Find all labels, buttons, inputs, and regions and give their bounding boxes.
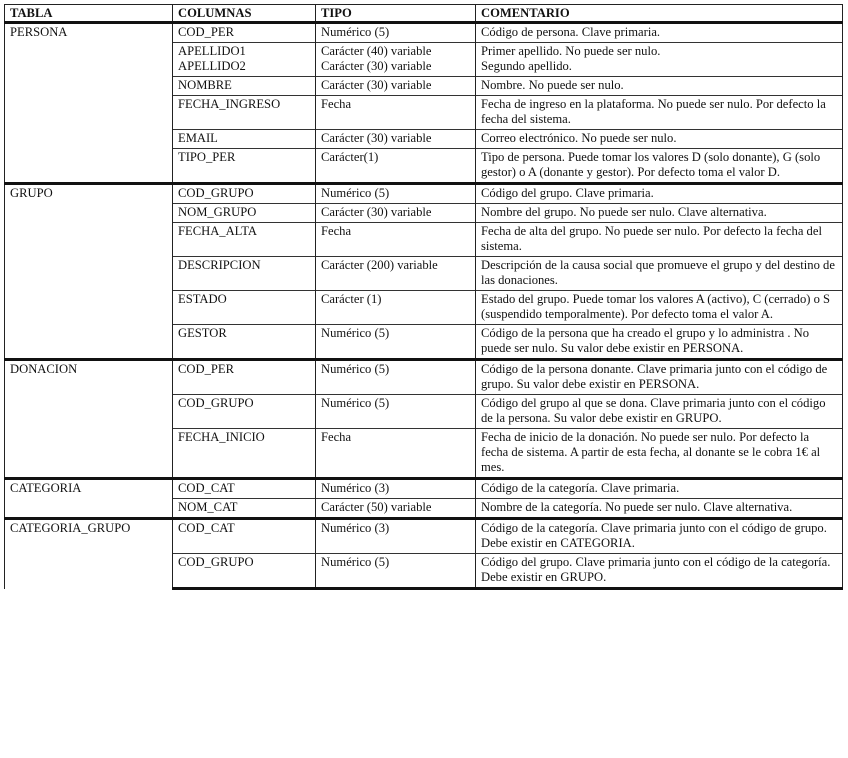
column-comment-cell: Código de la persona donante. Clave primaria junto con el código de grupo. Su valor debe existir en PERSONA. bbox=[476, 360, 843, 395]
column-name-cell: COD_GRUPO bbox=[173, 554, 316, 589]
column-type-cell: Fecha bbox=[316, 429, 476, 479]
column-comment-cell: Descripción de la causa social que promueve el grupo y del destino de las donaciones. bbox=[476, 257, 843, 291]
column-name-cell: TIPO_PER bbox=[173, 149, 316, 184]
column-comment-cell: Correo electrónico. No puede ser nulo. bbox=[476, 130, 843, 149]
header-columnas: COLUMNAS bbox=[173, 5, 316, 23]
column-name-cell: COD_GRUPO bbox=[173, 395, 316, 429]
table-name-cell: CATEGORIA bbox=[5, 479, 173, 519]
header-comentario: COMENTARIO bbox=[476, 5, 843, 23]
column-name-cell: ESTADO bbox=[173, 291, 316, 325]
column-name-cell: FECHA_ALTA bbox=[173, 223, 316, 257]
column-comment-cell: Código del grupo. Clave primaria junto con el código de la categoría. Debe existir en GRUPO. bbox=[476, 554, 843, 589]
column-comment-cell: Fecha de inicio de la donación. No puede ser nulo. Por defecto la fecha de sistema. A partir de esta fecha, al donante se le cobra 1€ al mes. bbox=[476, 429, 843, 479]
column-name-cell: COD_PER bbox=[173, 360, 316, 395]
column-name-cell: COD_GRUPO bbox=[173, 184, 316, 204]
column-comment-cell: Código del grupo. Clave primaria. bbox=[476, 184, 843, 204]
column-type-cell: Numérico (5) bbox=[316, 325, 476, 360]
column-type-cell: Numérico (5) bbox=[316, 23, 476, 43]
table-header bbox=[5, 5, 843, 23]
header-tipo: TIPO bbox=[316, 5, 476, 23]
column-name-cell: NOM_CAT bbox=[173, 499, 316, 519]
column-type-cell: Carácter(1) bbox=[316, 149, 476, 184]
column-type-cell: Numérico (5) bbox=[316, 395, 476, 429]
column-name-cell: FECHA_INICIO bbox=[173, 429, 316, 479]
column-comment-cell: Fecha de ingreso en la plataforma. No puede ser nulo. Por defecto la fecha del sistema. bbox=[476, 96, 843, 130]
table-name-cell: GRUPO bbox=[5, 184, 173, 360]
column-name-cell: DESCRIPCION bbox=[173, 257, 316, 291]
column-comment-cell: Código del grupo al que se dona. Clave primaria junto con el código de la persona. Su valor debe existir en GRUPO. bbox=[476, 395, 843, 429]
table-row bbox=[5, 479, 843, 499]
column-type-cell: Fecha bbox=[316, 96, 476, 130]
column-comment-cell: Nombre de la categoría. No puede ser nulo. Clave alternativa. bbox=[476, 499, 843, 519]
table-row bbox=[5, 23, 843, 43]
column-name-cell: GESTOR bbox=[173, 325, 316, 360]
column-comment-cell: Primer apellido. No puede ser nulo. Segundo apellido. bbox=[476, 43, 843, 77]
column-comment-cell: Nombre. No puede ser nulo. bbox=[476, 77, 843, 96]
column-type-cell: Carácter (40) variable Carácter (30) variable bbox=[316, 43, 476, 77]
column-name-cell: COD_CAT bbox=[173, 479, 316, 499]
column-name-cell: APELLIDO1 APELLIDO2 bbox=[173, 43, 316, 77]
column-type-cell: Carácter (30) variable bbox=[316, 130, 476, 149]
table-body bbox=[5, 23, 843, 589]
column-type-cell: Carácter (1) bbox=[316, 291, 476, 325]
column-name-cell: COD_PER bbox=[173, 23, 316, 43]
column-type-cell: Numérico (5) bbox=[316, 184, 476, 204]
column-comment-cell: Tipo de persona. Puede tomar los valores D (solo donante), G (solo gestor) o A (donante y gestor). Por defecto toma el valor D. bbox=[476, 149, 843, 184]
column-name-cell: FECHA_INGRESO bbox=[173, 96, 316, 130]
column-type-cell: Numérico (3) bbox=[316, 519, 476, 554]
schema-document bbox=[4, 4, 842, 590]
column-comment-cell: Fecha de alta del grupo. No puede ser nulo. Por defecto la fecha del sistema. bbox=[476, 223, 843, 257]
table-row bbox=[5, 184, 843, 204]
column-name-cell: NOM_GRUPO bbox=[173, 204, 316, 223]
column-comment-cell: Nombre del grupo. No puede ser nulo. Clave alternativa. bbox=[476, 204, 843, 223]
column-name-cell: COD_CAT bbox=[173, 519, 316, 554]
column-comment-cell: Código de la categoría. Clave primaria. bbox=[476, 479, 843, 499]
column-type-cell: Carácter (50) variable bbox=[316, 499, 476, 519]
table-row bbox=[5, 360, 843, 395]
table-row bbox=[5, 519, 843, 554]
column-type-cell: Numérico (3) bbox=[316, 479, 476, 499]
column-type-cell: Numérico (5) bbox=[316, 554, 476, 589]
column-name-cell: EMAIL bbox=[173, 130, 316, 149]
header-row bbox=[5, 5, 843, 23]
table-name-cell: CATEGORIA_GRUPO bbox=[5, 519, 173, 589]
table-name-cell: DONACION bbox=[5, 360, 173, 479]
column-type-cell: Numérico (5) bbox=[316, 360, 476, 395]
column-type-cell: Carácter (30) variable bbox=[316, 77, 476, 96]
column-comment-cell: Código de la persona que ha creado el grupo y lo administra . No puede ser nulo. Su valor debe existir en PERSONA. bbox=[476, 325, 843, 360]
schema-table bbox=[4, 4, 843, 590]
column-comment-cell: Código de la categoría. Clave primaria junto con el código de grupo. Debe existir en CATEGORIA. bbox=[476, 519, 843, 554]
column-comment-cell: Estado del grupo. Puede tomar los valores A (activo), C (cerrado) o S (suspendido temporalmente). Por defecto toma el valor A. bbox=[476, 291, 843, 325]
column-type-cell: Carácter (30) variable bbox=[316, 204, 476, 223]
column-name-cell: NOMBRE bbox=[173, 77, 316, 96]
column-comment-cell: Código de persona. Clave primaria. bbox=[476, 23, 843, 43]
column-type-cell: Carácter (200) variable bbox=[316, 257, 476, 291]
header-tabla: TABLA bbox=[5, 5, 173, 23]
column-type-cell: Fecha bbox=[316, 223, 476, 257]
table-name-cell: PERSONA bbox=[5, 23, 173, 184]
